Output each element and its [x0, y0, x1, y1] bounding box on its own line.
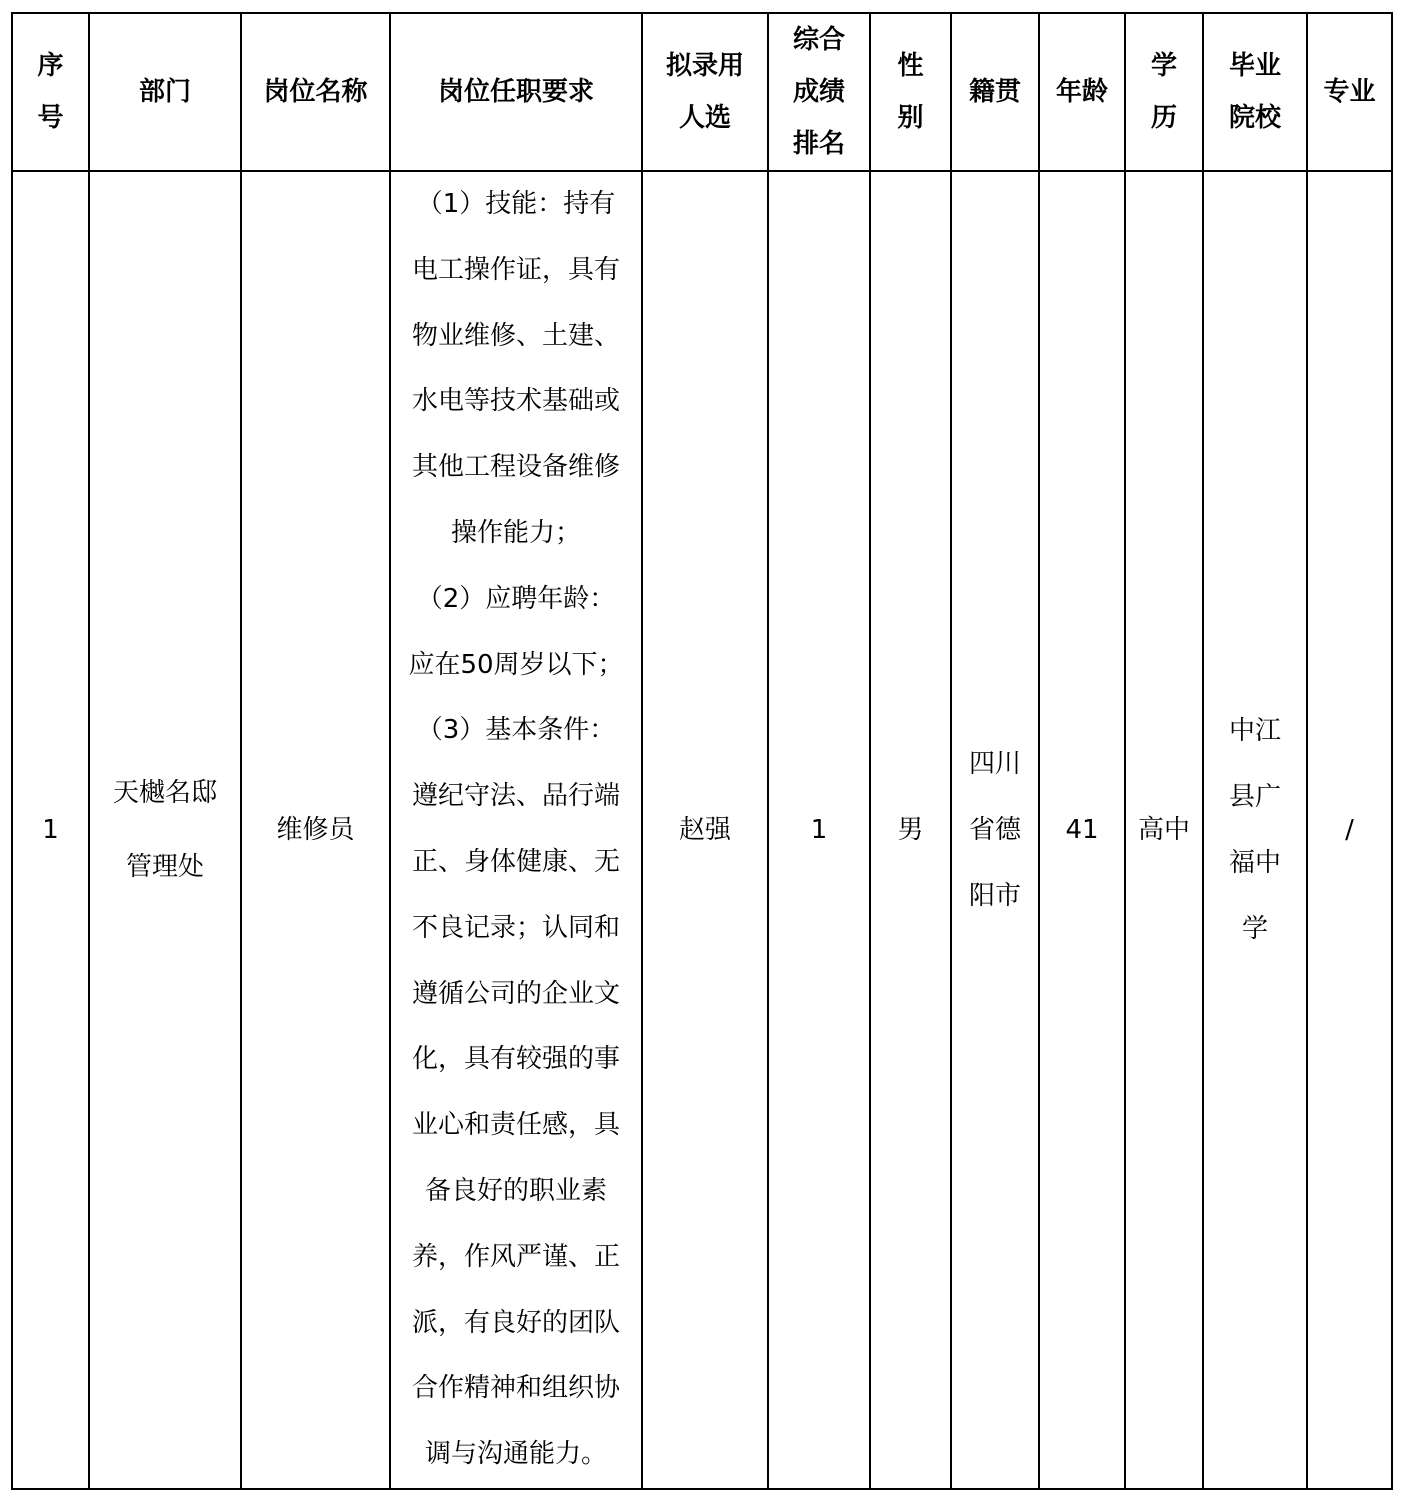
header-hometown: 籍贯: [951, 13, 1039, 171]
cell-major: /: [1307, 171, 1392, 1489]
header-rank: 综合 成绩 排名: [768, 13, 870, 171]
header-row: [12, 13, 1392, 171]
header-position: 岗位名称: [241, 13, 390, 171]
requirement-age: （2）应聘年龄： 应在50周岁以下；: [408, 583, 624, 680]
cell-rank: 1: [768, 171, 870, 1489]
cell-gender: 男: [870, 171, 951, 1489]
cell-candidate: 赵强: [642, 171, 768, 1489]
header-candidate: 拟录用 人选: [642, 13, 768, 171]
header-school: 毕业 院校: [1203, 13, 1307, 171]
table-row: [12, 171, 1392, 1489]
requirement-skills: （1）技能：持有 电工操作证，具有 物业维修、土建、 水电等技术基础或 其他工程设备维修 操作能力；: [411, 189, 620, 549]
header-education: 学 历: [1125, 13, 1203, 171]
requirement-basic: （3）基本条件： 遵纪守法、品行端 正、身体健康、无 不良记录；认同和 遵循公司的企业文 化，具有较强的事 业心和责任感，具 备良好的职业素 养，作风严谨、正 派，有良好的团队 合作精神和组织协 调与沟通能力。: [411, 715, 620, 1470]
cell-seq: 1: [12, 171, 89, 1489]
cell-age: 41: [1039, 171, 1125, 1489]
header-gender: 性 别: [870, 13, 951, 171]
header-age: 年龄: [1039, 13, 1125, 171]
header-dept: 部门: [89, 13, 241, 171]
recruitment-table: [11, 12, 1393, 1490]
header-requirements: 岗位任职要求: [390, 13, 642, 171]
header-seq: 序 号: [12, 13, 89, 171]
cell-education: 高中: [1125, 171, 1203, 1489]
cell-hometown: 四川 省德 阳市: [951, 171, 1039, 1489]
cell-requirements: [390, 171, 642, 1489]
cell-position: 维修员: [241, 171, 390, 1489]
cell-school: 中江 县广 福中 学: [1203, 171, 1307, 1489]
cell-dept: 天樾名邸 管理处: [89, 171, 241, 1489]
header-major: 专业: [1307, 13, 1392, 171]
